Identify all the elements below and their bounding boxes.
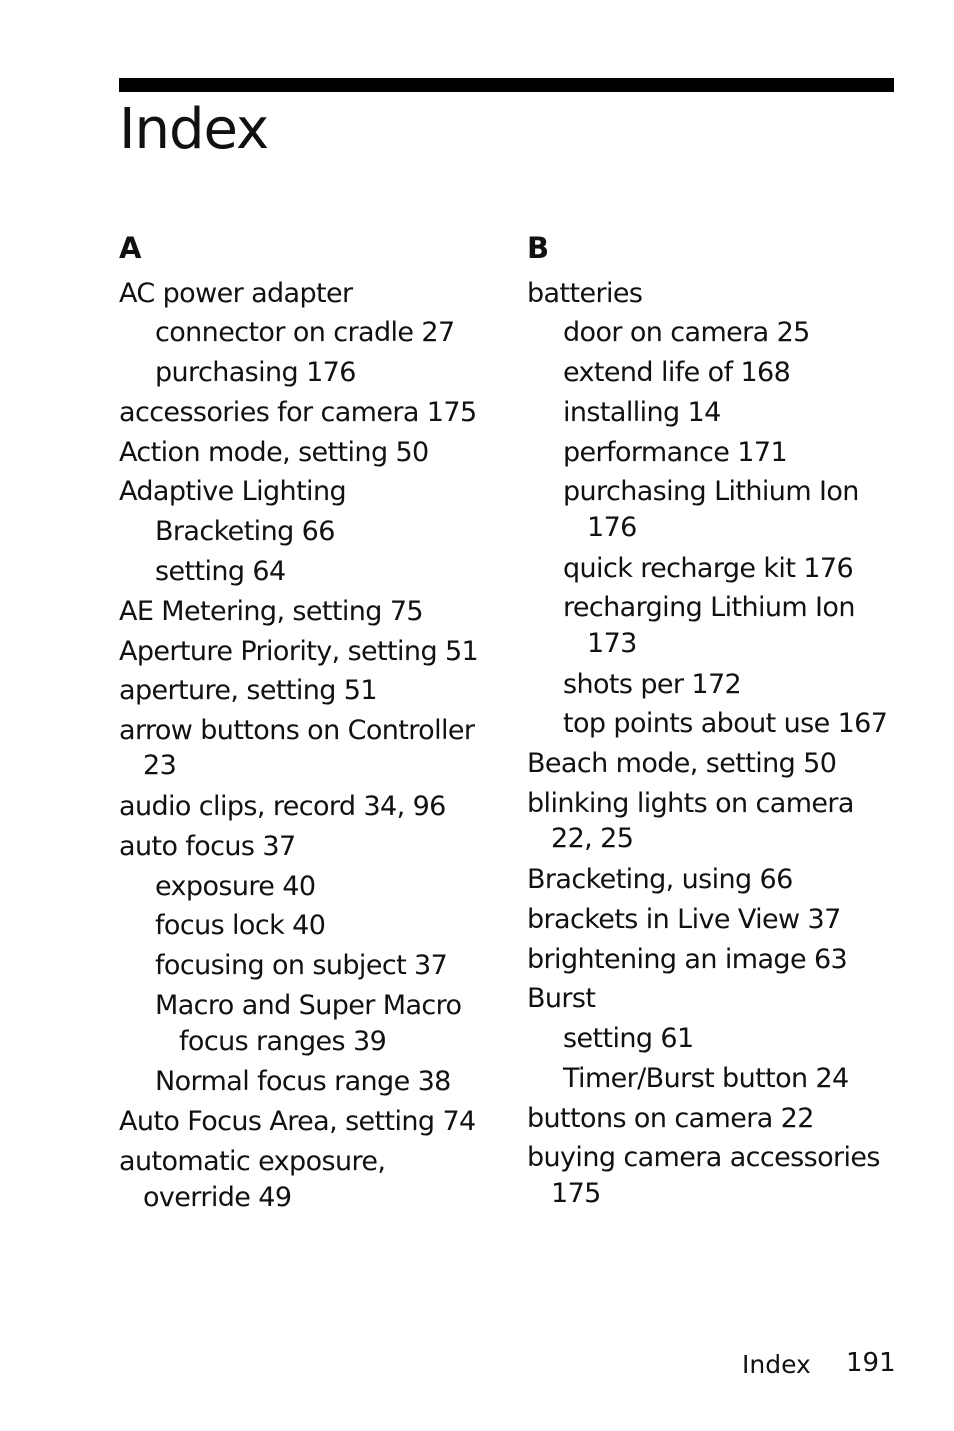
letter-heading: A: [119, 231, 141, 265]
index-subentry: focusing on subject 37: [155, 950, 448, 981]
index-subentry: override 49: [143, 1182, 292, 1213]
index-subentry: purchasing 176: [155, 357, 356, 388]
index-entry: AE Metering, setting 75: [119, 596, 423, 627]
index-subentry: connector on cradle 27: [155, 317, 455, 348]
index-subentry: 22, 25: [551, 823, 634, 854]
index-entry: aperture, setting 51: [119, 675, 377, 706]
index-entry: Auto Focus Area, setting 74: [119, 1106, 476, 1137]
index-entry: arrow buttons on Controller: [119, 715, 475, 746]
index-subentry: top points about use 167: [563, 708, 888, 739]
index-subentry: purchasing Lithium Ion: [563, 476, 859, 507]
index-entry: accessories for camera 175: [119, 397, 477, 428]
index-subentry: setting 61: [563, 1023, 694, 1054]
index-entry: AC power adapter: [119, 278, 353, 309]
index-subentry: recharging Lithium Ion: [563, 592, 855, 623]
index-subentry: focus ranges 39: [179, 1026, 387, 1057]
index-entry: buying camera accessories: [527, 1142, 880, 1173]
index-entry: Action mode, setting 50: [119, 437, 429, 468]
index-entry: automatic exposure,: [119, 1146, 386, 1177]
index-subentry: 175: [551, 1178, 601, 1209]
index-subentry: setting 64: [155, 556, 286, 587]
index-subentry: 23: [143, 750, 177, 781]
index-entry: batteries: [527, 278, 643, 309]
page-title: Index: [119, 97, 269, 162]
index-subentry: 173: [587, 628, 637, 659]
footer-page-number: 191: [846, 1348, 896, 1378]
index-subentry: quick recharge kit 176: [563, 553, 854, 584]
footer-section-label: Index: [742, 1350, 811, 1379]
index-subentry: Timer/Burst button 24: [563, 1063, 849, 1094]
letter-heading: B: [527, 231, 549, 265]
index-subentry: focus lock 40: [155, 910, 326, 941]
index-subentry: extend life of 168: [563, 357, 791, 388]
index-subentry: performance 171: [563, 437, 788, 468]
index-subentry: Macro and Super Macro: [155, 990, 462, 1021]
index-entry: Beach mode, setting 50: [527, 748, 837, 779]
index-entry: brightening an image 63: [527, 944, 848, 975]
index-entry: Bracketing, using 66: [527, 864, 793, 895]
index-subentry: 176: [587, 512, 637, 543]
index-subentry: door on camera 25: [563, 317, 810, 348]
title-rule: [119, 78, 894, 92]
index-subentry: exposure 40: [155, 871, 316, 902]
index-entry: brackets in Live View 37: [527, 904, 841, 935]
index-entry: Burst: [527, 983, 596, 1014]
index-subentry: Normal focus range 38: [155, 1066, 451, 1097]
index-subentry: shots per 172: [563, 669, 742, 700]
index-entry: audio clips, record 34, 96: [119, 791, 446, 822]
index-entry: blinking lights on camera: [527, 788, 854, 819]
index-entry: Aperture Priority, setting 51: [119, 636, 479, 667]
index-entry: auto focus 37: [119, 831, 296, 862]
index-entry: Adaptive Lighting: [119, 476, 347, 507]
index-subentry: Bracketing 66: [155, 516, 335, 547]
index-entry: buttons on camera 22: [527, 1103, 814, 1134]
index-subentry: installing 14: [563, 397, 721, 428]
